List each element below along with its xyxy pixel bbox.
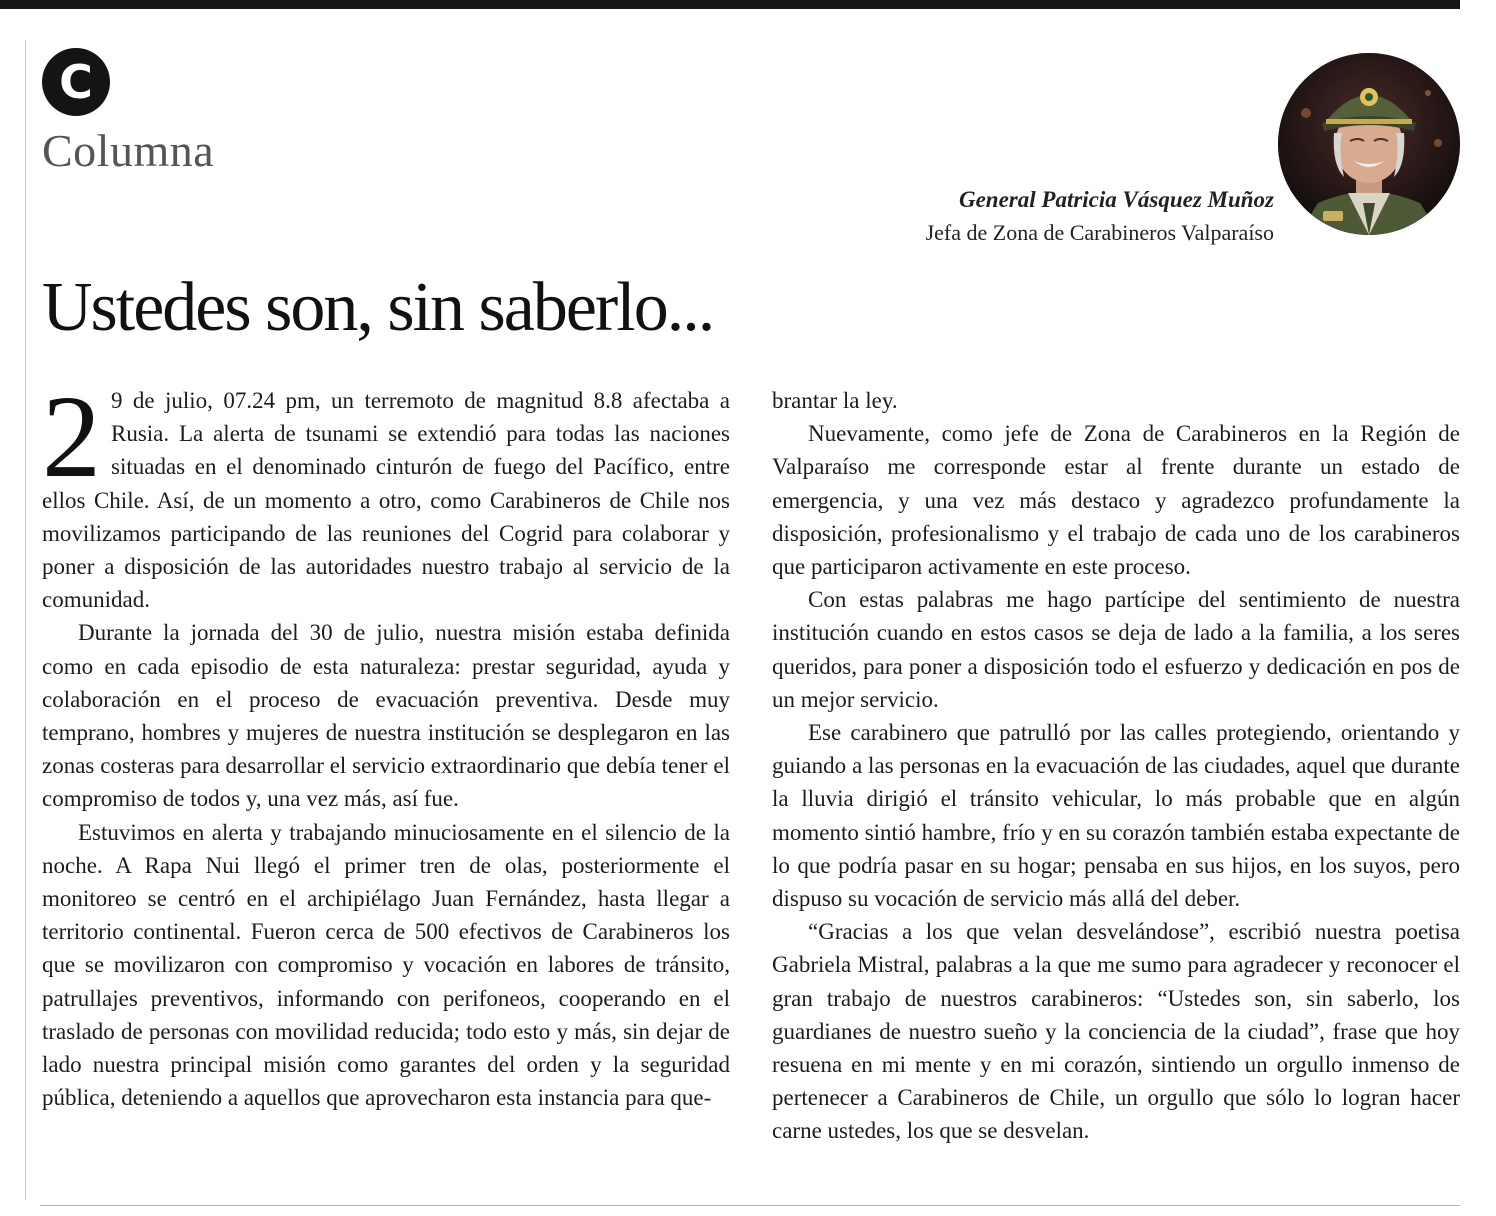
article-column-2 bbox=[772, 384, 1460, 1148]
author-role: Jefa de Zona de Carabineros Valparaíso bbox=[925, 220, 1274, 245]
article-column-1 bbox=[42, 371, 730, 1114]
section-badge: C bbox=[42, 48, 110, 116]
article-paragraph: Durante la jornada del 30 de julio, nuestra misión estaba definida como en cada episodio de esta naturaleza: prestar seguridad, ayuda y colaboración en el proceso de evacuación preventiva. Desde muy temprano, hombres y mujeres de nuestra institución se desplegaron en las zonas costeras para desarrollar el servicio extraordinario que debía tener el compromiso de todos y, una vez más, así fue. bbox=[42, 620, 730, 812]
left-column-rule bbox=[25, 40, 26, 1200]
author-block bbox=[926, 184, 1274, 250]
article-paragraph: Ese carabinero que patrulló por las calles protegiendo, orientando y guiando a las personas en la evacuación de las ciudades, aquel que durante la lluvia dirigió el tránsito vehicular, lo más probable que en algún momento sintió hambre, frío y en su corazón también estaba expectante de lo que podría pasar en su hogar; pensaba en sus hijos, en los suyos, pero dispuso su vocación de servicio más allá del deber. bbox=[772, 720, 1460, 912]
article-paragraph: Nuevamente, como jefe de Zona de Carabineros en la Región de Valparaíso me corresponde estar al frente durante un estado de emergencia, y una vez más destaco y agradezco profundamente la disposición, profesionalismo y el trabajo de cada uno de los carabineros que participaron activamente en este proceso. bbox=[772, 421, 1460, 580]
article-paragraph: Con estas palabras me hago partícipe del sentimiento de nuestra institución cuando en estos casos se deja de lado a la familia, a los seres queridos, para poner a disposición todo el esfuerzo y dedicación en pos de un mejor servicio. bbox=[772, 587, 1460, 712]
bottom-rule bbox=[40, 1205, 1460, 1206]
article-paragraph-text: 9 de julio, 07.24 pm, un terremoto de magnitud 8.8 afectaba a Rusia. La alerta de tsunami se extendió para todas las naciones situadas en el denominado cinturón de fuego del Pacífico, entre ellos Chile. Así, de un momento a otro, como Carabineros de Chile nos movilizamos participando de las reuniones del Cogrid para colaborar y poner a disposición de las autoridades nuestro trabajo al servicio de la comunidad. bbox=[42, 388, 730, 613]
article-paragraph bbox=[42, 371, 730, 616]
section-label: Columna bbox=[42, 125, 215, 176]
headline: Ustedes son, sin saberlo... bbox=[42, 269, 714, 346]
dropcap: 2 bbox=[42, 371, 101, 502]
article-paragraph: “Gracias a los que velan desvelándose”, escribió nuestra poetisa Gabriela Mistral, palabras a la que me sumo para agradecer y reconocer el gran trabajo de nuestros carabineros: “Ustedes son, sin saberlo, los guardianes de nuestro sueño y la conciencia de la ciudad”, frase que hoy resuena en mi mente y en mi corazón, sintiendo un orgullo inmenso de pertenecer a Carabineros de Chile, un orgullo que sólo lo logran hacer carne ustedes, los que se desvelan. bbox=[772, 919, 1460, 1144]
top-rule bbox=[0, 0, 1460, 9]
author-photo bbox=[1278, 53, 1460, 235]
article-paragraph: Estuvimos en alerta y trabajando minuciosamente en el silencio de la noche. A Rapa Nui llegó el primer tren de olas, posteriormente el monitoreo se centró en el archipiélago Juan Fernández, hasta llegar a territorio continental. Fueron cerca de 500 efectivos de Carabineros los que se movilizaron con compromiso y vocación en labores de tránsito, patrullajes preventivos, informando con perifoneos, cooperando en el traslado de personas con movilidad reducida; todo esto y más, sin dejar de lado nuestra principal misión como garantes del orden y la seguridad pública, deteniendo a aquellos que aprovecharon esta instancia para que- bbox=[42, 819, 730, 1111]
author-name: General Patricia Vásquez Muñoz bbox=[958, 187, 1274, 212]
article-paragraph: brantar la ley. bbox=[772, 388, 898, 413]
